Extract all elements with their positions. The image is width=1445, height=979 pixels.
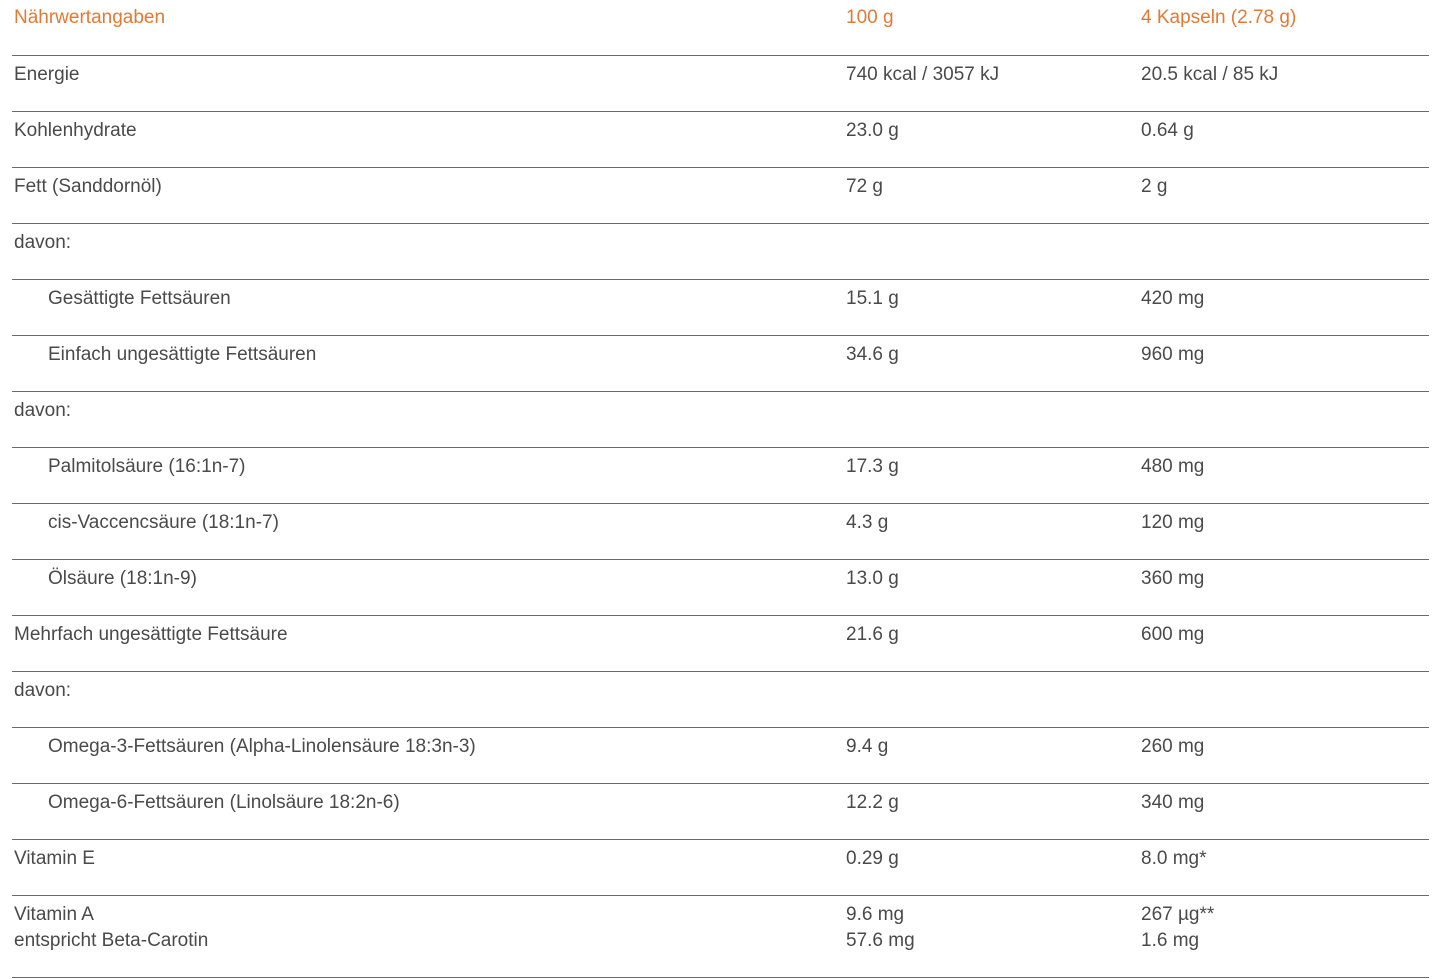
table-header-row bbox=[12, 0, 1429, 56]
row-label: Energie bbox=[14, 64, 80, 85]
row-value-100g: 17.3 g bbox=[846, 456, 899, 477]
table-row bbox=[12, 672, 1429, 728]
row-value-100g: 15.1 g bbox=[846, 288, 899, 309]
row-value-100g: 9.4 g bbox=[846, 736, 889, 757]
row-value-100g: 740 kcal / 3057 kJ bbox=[846, 64, 1000, 85]
row-label: Vitamin E bbox=[14, 848, 95, 869]
table-row bbox=[12, 336, 1429, 392]
header-col-capsules: 4 Kapseln (2.78 g) bbox=[1141, 7, 1297, 28]
row-value-100g: 23.0 g bbox=[846, 120, 899, 141]
row-label: Omega-6-Fettsäuren (Linolsäure 18:2n-6) bbox=[48, 792, 400, 813]
table-row bbox=[12, 392, 1429, 448]
row-value-capsules-vitamin-a bbox=[1141, 904, 1214, 956]
row-value-100g: 13.0 g bbox=[846, 568, 899, 589]
row-value-capsules: 480 mg bbox=[1141, 456, 1205, 477]
table-row bbox=[12, 224, 1429, 280]
table-row-vitamin-a bbox=[12, 896, 1429, 978]
row-value-capsules: 2 g bbox=[1141, 176, 1168, 197]
table-row bbox=[12, 560, 1429, 616]
row-value-100g-vitamin-a bbox=[846, 904, 915, 956]
table-row bbox=[12, 168, 1429, 224]
vitamin-a-value-capsules: 267 µg** bbox=[1141, 904, 1215, 925]
row-value-capsules: 420 mg bbox=[1141, 288, 1205, 309]
table-row bbox=[12, 448, 1429, 504]
row-label: davon: bbox=[14, 400, 72, 421]
row-value-capsules: 960 mg bbox=[1141, 344, 1205, 365]
row-value-capsules: 0.64 g bbox=[1141, 120, 1194, 141]
row-label: davon: bbox=[14, 680, 72, 701]
row-value-100g: 34.6 g bbox=[846, 344, 899, 365]
row-label: davon: bbox=[14, 232, 72, 253]
table-row bbox=[12, 280, 1429, 336]
row-label: Kohlenhydrate bbox=[14, 120, 137, 141]
header-label: Nährwertangaben bbox=[14, 7, 166, 28]
row-label: cis-Vaccencsäure (18:1n-7) bbox=[48, 512, 279, 533]
row-value-100g: 4.3 g bbox=[846, 512, 889, 533]
row-value-100g: 12.2 g bbox=[846, 792, 899, 813]
table-row bbox=[12, 56, 1429, 112]
row-value-100g: 72 g bbox=[846, 176, 883, 197]
table-row bbox=[12, 504, 1429, 560]
table-row bbox=[12, 616, 1429, 672]
beta-carotin-value-capsules: 1.6 mg bbox=[1141, 930, 1200, 951]
row-label: Gesättigte Fettsäuren bbox=[48, 288, 231, 309]
vitamin-a-value-100g: 9.6 mg bbox=[846, 904, 905, 925]
row-value-capsules: 340 mg bbox=[1141, 792, 1205, 813]
header-col-100g: 100 g bbox=[846, 7, 894, 28]
row-value-capsules: 360 mg bbox=[1141, 568, 1205, 589]
row-value-capsules: 20.5 kcal / 85 kJ bbox=[1141, 64, 1279, 85]
table-row bbox=[12, 728, 1429, 784]
row-value-capsules: 8.0 mg* bbox=[1141, 848, 1207, 869]
nutrition-table bbox=[12, 0, 1429, 978]
row-value-capsules: 120 mg bbox=[1141, 512, 1205, 533]
beta-carotin-value-100g: 57.6 mg bbox=[846, 930, 915, 951]
row-label: Einfach ungesättigte Fettsäuren bbox=[48, 344, 317, 365]
beta-carotin-label: entspricht Beta-Carotin bbox=[14, 930, 209, 951]
table-row bbox=[12, 784, 1429, 840]
row-value-100g: 21.6 g bbox=[846, 624, 899, 645]
row-label: Mehrfach ungesättigte Fettsäure bbox=[14, 624, 288, 645]
table-row bbox=[12, 840, 1429, 896]
row-label: Fett (Sanddornöl) bbox=[14, 176, 162, 197]
row-value-capsules: 260 mg bbox=[1141, 736, 1205, 757]
row-label: Ölsäure (18:1n-9) bbox=[48, 568, 197, 589]
row-label: Palmitolsäure (16:1n-7) bbox=[48, 456, 246, 477]
vitamin-a-label: Vitamin A bbox=[14, 904, 94, 925]
row-label-vitamin-a bbox=[14, 904, 208, 956]
row-label: Omega-3-Fettsäuren (Alpha-Linolensäure 18:3n-3) bbox=[48, 736, 476, 757]
row-value-capsules: 600 mg bbox=[1141, 624, 1205, 645]
table-row bbox=[12, 112, 1429, 168]
row-value-100g: 0.29 g bbox=[846, 848, 899, 869]
